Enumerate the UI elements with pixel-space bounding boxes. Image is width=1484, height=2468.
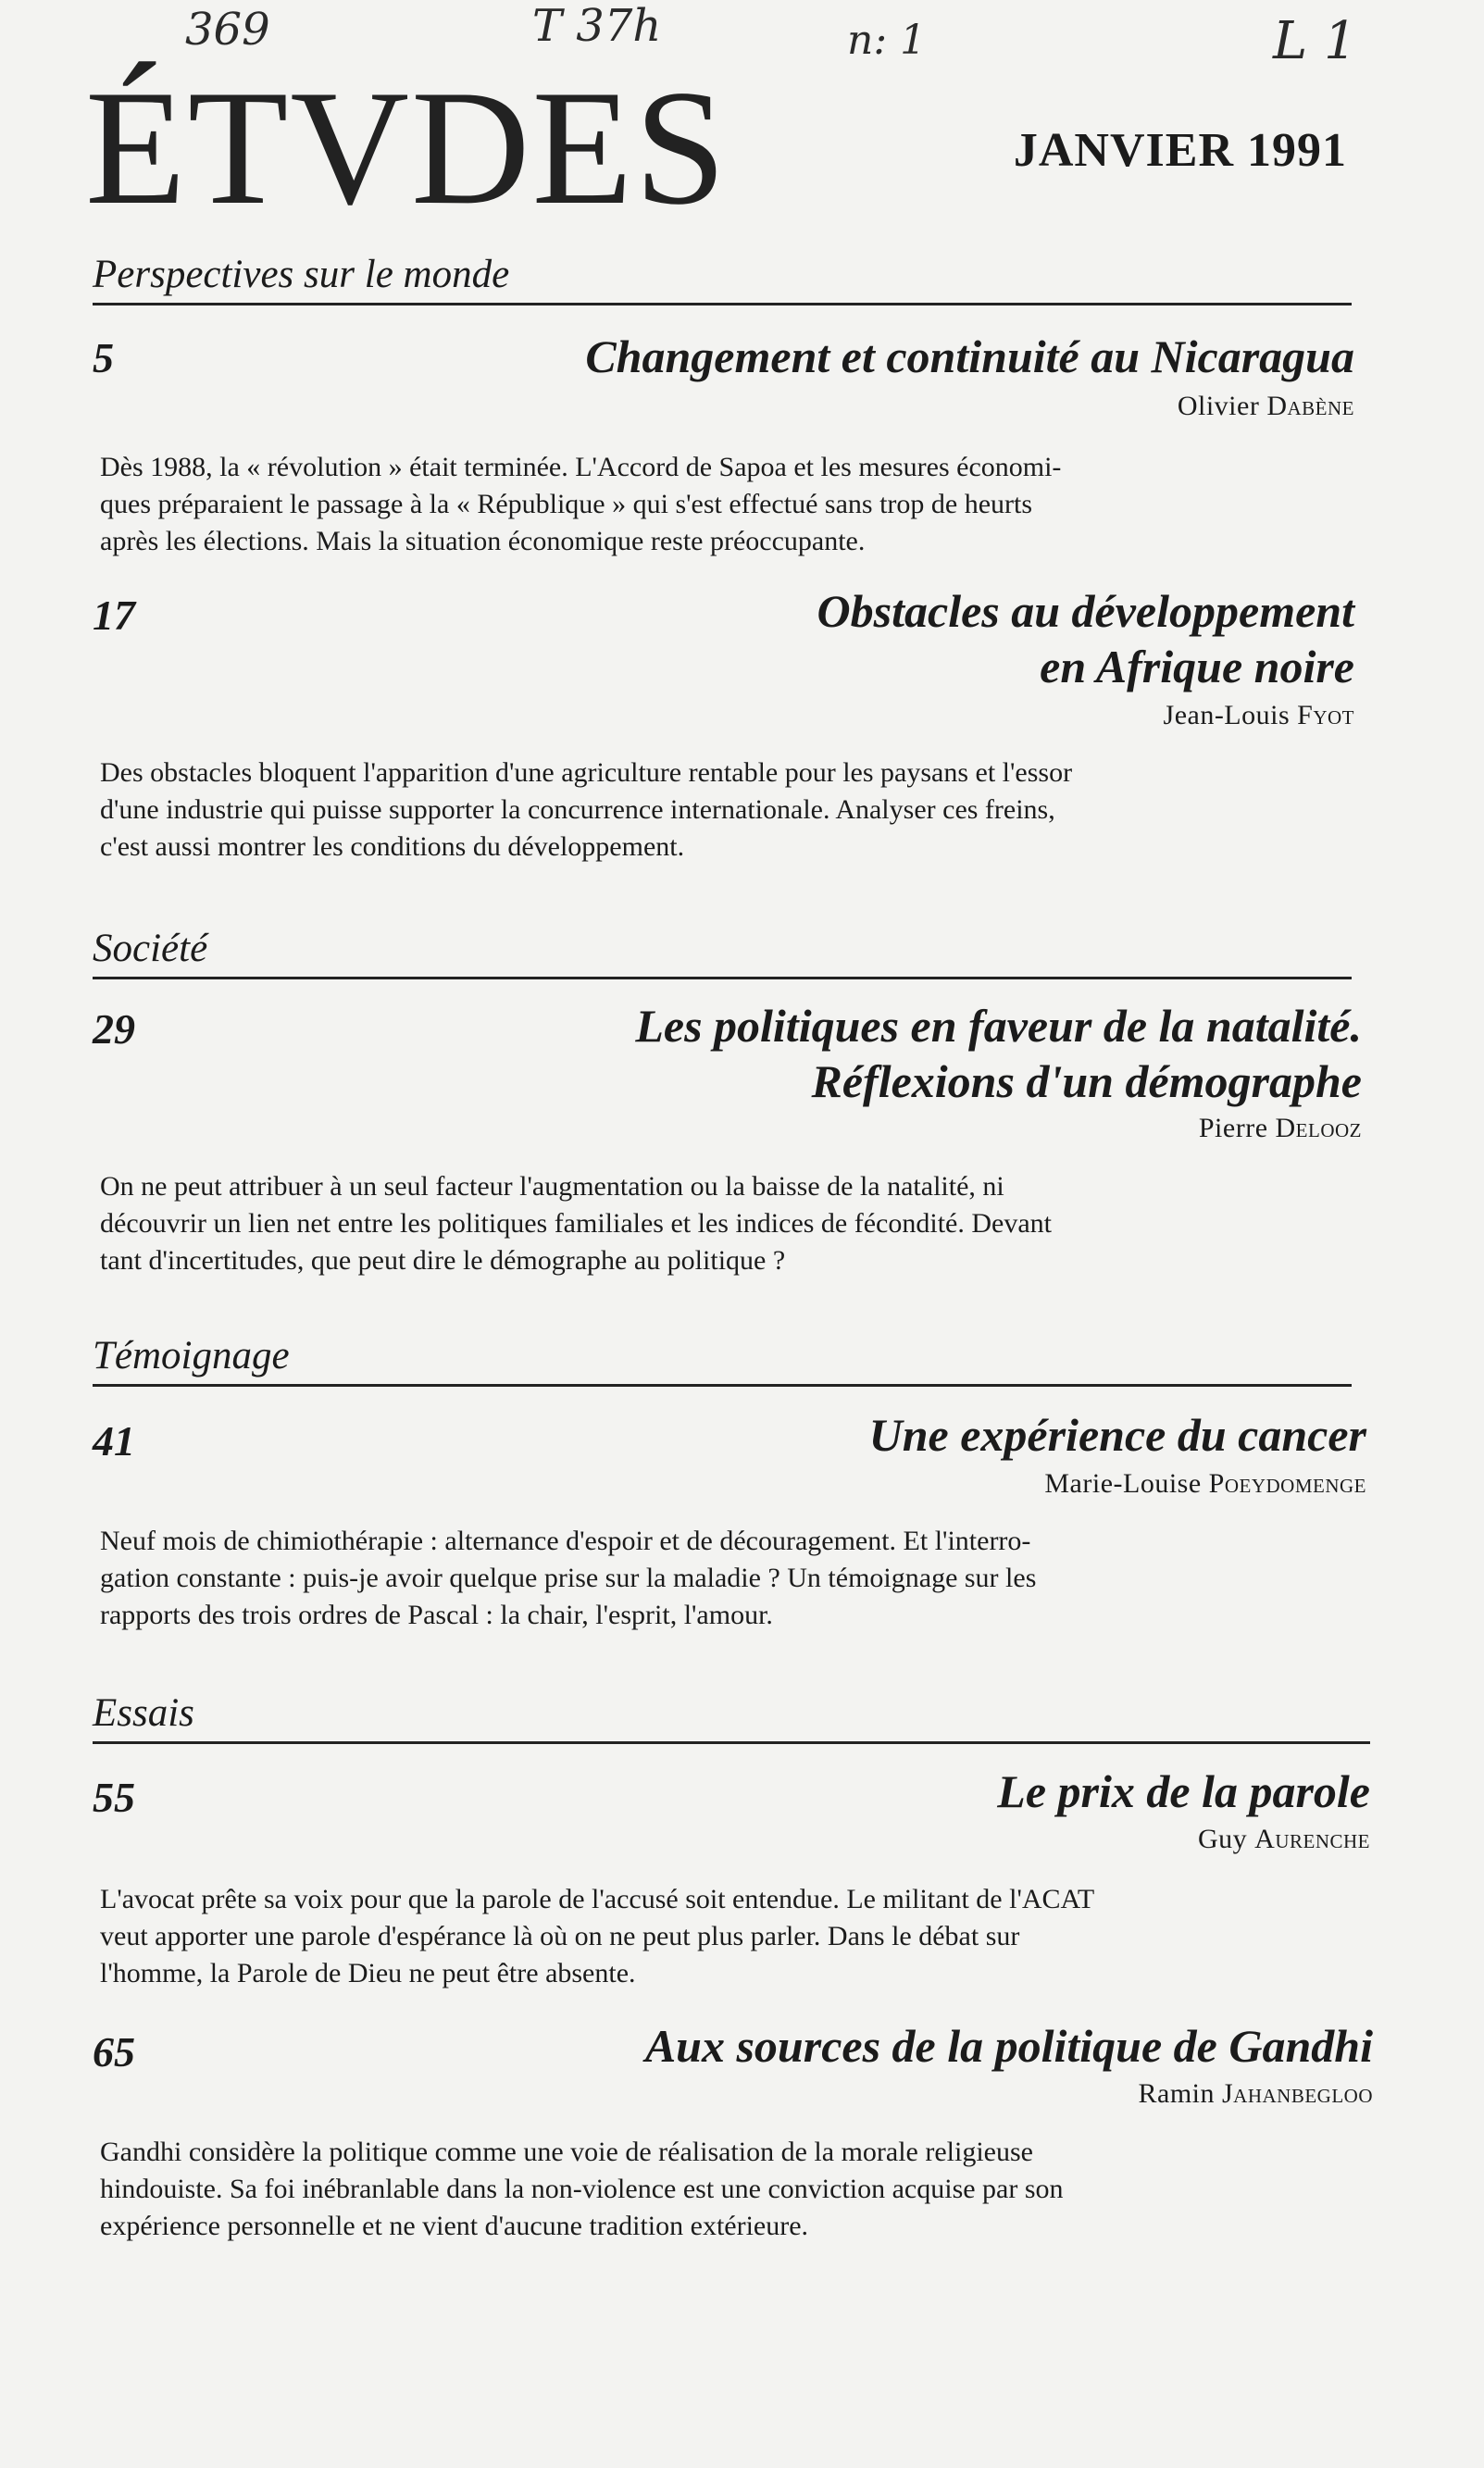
abstract-line: On ne peut attribuer à un seul facteur l'augmentation ou la baisse de la natalité, ni <box>100 1171 1004 1202</box>
article-page-number: 5 <box>93 334 114 381</box>
abstract-line: rapports des trois ordres de Pascal : la chair, l'esprit, l'amour. <box>100 1600 773 1630</box>
article-abstract <box>100 1168 1239 1279</box>
article-title-line: Obstacles au développement <box>817 585 1354 637</box>
article-author <box>1164 700 1354 731</box>
article-title[interactable]: Une expérience du cancer <box>868 1409 1366 1461</box>
author-last-name: Aurenche <box>1254 1824 1370 1854</box>
section-heading-temoignage: Témoignage <box>93 1333 1352 1387</box>
abstract-line: Neuf mois de chimiothérapie : alternance d'espoir et de découragement. Et l'interro- <box>100 1526 1031 1556</box>
journal-masthead: ÉTVDES <box>85 56 729 239</box>
article-author <box>1199 1113 1362 1144</box>
author-first-name: Ramin <box>1138 2078 1215 2109</box>
abstract-line: gation constante : puis-je avoir quelque prise sur la maladie ? Un témoignage sur les <box>100 1563 1037 1593</box>
author-first-name: Guy <box>1197 1824 1248 1854</box>
abstract-line: Gandhi considère la politique comme une voie de réalisation de la morale religieuse <box>100 2137 1033 2167</box>
handwritten-note: L 1 <box>1273 11 1357 71</box>
author-first-name: Marie-Louise <box>1044 1468 1202 1499</box>
article-title[interactable]: Aux sources de la politique de Gandhi <box>644 2020 1373 2072</box>
author-last-name: Dabène <box>1266 391 1354 421</box>
article-title-line: en Afrique noire <box>1040 641 1354 692</box>
article-page-number: 65 <box>93 2028 135 2075</box>
article-abstract <box>100 449 1239 560</box>
article-page-number: 29 <box>93 1005 135 1053</box>
article-author <box>1178 391 1354 422</box>
article-abstract <box>100 2134 1239 2245</box>
section-heading-perspectives: Perspectives sur le monde <box>93 252 1352 305</box>
abstract-line: découvrir un lien net entre les politiques familiales et les indices de fécondité. Devant <box>100 1208 1052 1239</box>
section-heading-essais: Essais <box>93 1690 1370 1744</box>
abstract-line: Dès 1988, la « révolution » était terminée. L'Accord de Sapoa et les mesures économi- <box>100 452 1062 482</box>
article-page-number: 41 <box>93 1417 135 1465</box>
author-first-name: Pierre <box>1198 1113 1268 1143</box>
article-title[interactable] <box>343 998 1362 1109</box>
article-title-line: Les politiques en faveur de la natalité. <box>635 1000 1362 1052</box>
article-abstract <box>100 1881 1239 1992</box>
abstract-line: expérience personnelle et ne vient d'aucune tradition extérieure. <box>100 2211 809 2241</box>
article-title-line: Réflexions d'un démographe <box>811 1055 1362 1107</box>
article-title[interactable]: Changement et continuité au Nicaragua <box>585 330 1354 382</box>
abstract-line: veut apporter une parole d'espérance là où on ne peut plus parler. Dans le débat sur <box>100 1921 1020 1951</box>
article-abstract <box>100 1523 1239 1634</box>
author-first-name: Olivier <box>1177 391 1260 421</box>
author-first-name: Jean-Louis <box>1163 700 1291 730</box>
article-author <box>1044 1468 1366 1500</box>
article-author <box>1198 1824 1370 1855</box>
author-last-name: Jahanbegloo <box>1222 2078 1373 2109</box>
abstract-line: tant d'incertitudes, que peut dire le démographe au politique ? <box>100 1245 786 1276</box>
handwritten-note: 369 <box>185 4 270 56</box>
abstract-line: Des obstacles bloquent l'apparition d'une agriculture rentable pour les paysans et l'essor <box>100 757 1073 788</box>
abstract-line: d'une industrie qui puisse supporter la concurrence internationale. Analyser ces freins, <box>100 794 1055 825</box>
abstract-line: L'avocat prête sa voix pour que la parole de l'accusé soit entendue. Le militant de l'ACAT <box>100 1884 1095 1914</box>
author-last-name: Fyot <box>1297 700 1354 730</box>
abstract-line: hindouiste. Sa foi inébranlable dans la non-violence est une conviction acquise par son <box>100 2174 1064 2204</box>
article-title[interactable] <box>336 583 1354 694</box>
article-title[interactable]: Le prix de la parole <box>997 1765 1370 1817</box>
article-page-number: 17 <box>93 592 135 639</box>
abstract-line: l'homme, la Parole de Dieu ne peut être absente. <box>100 1958 636 1988</box>
section-heading-societe: Société <box>93 926 1352 979</box>
handwritten-note: n: 1 <box>847 17 927 64</box>
issue-date: JANVIER 1991 <box>1013 124 1347 177</box>
article-author <box>1139 2078 1374 2110</box>
abstract-line: c'est aussi montrer les conditions du développement. <box>100 831 685 862</box>
abstract-line: ques préparaient le passage à la « République » qui s'est effectué sans trop de heurts <box>100 489 1033 519</box>
article-page-number: 55 <box>93 1774 135 1821</box>
author-last-name: Delooz <box>1275 1113 1362 1143</box>
author-last-name: Poeydomenge <box>1208 1468 1366 1499</box>
article-abstract <box>100 754 1239 866</box>
handwritten-note: T 37h <box>532 0 662 52</box>
abstract-line: après les élections. Mais la situation économique reste préoccupante. <box>100 526 866 556</box>
